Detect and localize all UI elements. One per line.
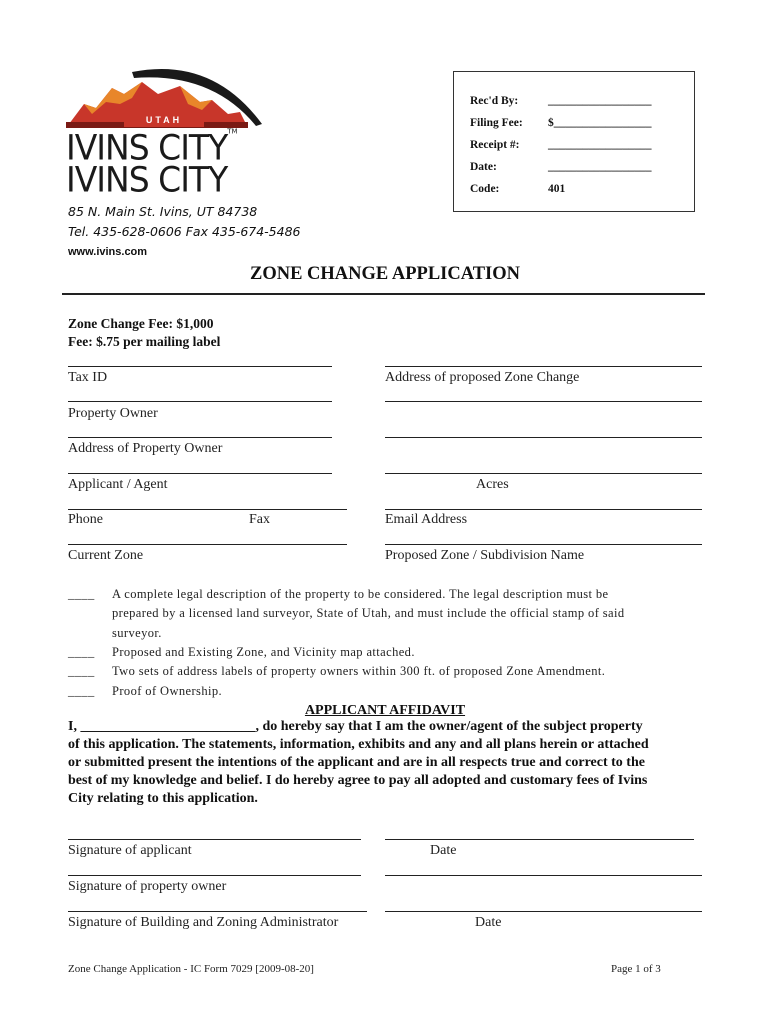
address-owner-line[interactable] bbox=[68, 437, 332, 438]
proposed-zone-line[interactable] bbox=[385, 544, 702, 545]
applicant-signature-line[interactable] bbox=[68, 839, 361, 840]
acres-line[interactable] bbox=[385, 473, 702, 474]
city-address: 85 N. Main St. Ivins, UT 84738 bbox=[68, 204, 258, 219]
title-rule bbox=[62, 293, 705, 295]
acres-label: Acres bbox=[476, 477, 509, 492]
checklist-blank-2[interactable]: ____ bbox=[68, 645, 95, 659]
tax-id-line[interactable] bbox=[68, 366, 332, 367]
owner-signature-line[interactable] bbox=[68, 875, 361, 876]
phone-label: Phone bbox=[68, 512, 103, 527]
email-line[interactable] bbox=[385, 509, 702, 510]
admin-signature-line[interactable] bbox=[68, 911, 367, 912]
email-label: Email Address bbox=[385, 512, 468, 527]
fax-label: Fax bbox=[249, 512, 270, 527]
logo-state: UTAH bbox=[145, 115, 183, 125]
address-proposed-line[interactable] bbox=[385, 366, 702, 367]
filing-fee-value: $_________________ bbox=[548, 117, 652, 129]
city-name-primary: IVINS CITY™ bbox=[66, 127, 238, 168]
property-owner-line[interactable] bbox=[68, 401, 332, 402]
proposed-zone-label: Proposed Zone / Subdivision Name bbox=[385, 548, 585, 563]
footer-page-number: Page 1 of 3 bbox=[611, 963, 661, 975]
code-value: 401 bbox=[548, 183, 566, 195]
recd-by-value: __________________ bbox=[548, 95, 652, 107]
page-title: ZONE CHANGE APPLICATION bbox=[250, 264, 520, 284]
affidavit-line-2: of this application. The statements, information, exhibits and any and all plans herein or attached bbox=[68, 737, 649, 752]
checklist-blank-1[interactable]: ____ bbox=[68, 587, 95, 601]
affidavit-line-4: best of my knowledge and belief. I do hereby agree to pay all adopted and customary fees of Ivins bbox=[68, 773, 648, 788]
recd-by-label: Rec'd By: bbox=[470, 95, 519, 107]
current-zone-line[interactable] bbox=[68, 544, 347, 545]
city-website: www.ivins.com bbox=[68, 246, 148, 258]
owner-date-line[interactable] bbox=[385, 875, 702, 876]
mailing-label-fee: Fee: $.75 per mailing label bbox=[68, 334, 221, 349]
property-owner-label: Property Owner bbox=[68, 406, 158, 421]
checklist-blank-3[interactable]: ____ bbox=[68, 664, 95, 678]
applicant-agent-label: Applicant / Agent bbox=[68, 477, 168, 492]
footer-form-id: Zone Change Application - IC Form 7029 [2009-08-20] bbox=[68, 963, 314, 975]
city-phones: Tel. 435-628-0606 Fax 435-674-5486 bbox=[68, 224, 301, 239]
affidavit-text bbox=[68, 718, 708, 808]
checklist-item-zone-map: Proposed and Existing Zone, and Vicinity map attached. bbox=[112, 645, 415, 659]
address-proposed-label: Address of proposed Zone Change bbox=[385, 370, 580, 385]
phone-fax-line[interactable] bbox=[68, 509, 347, 510]
receipt-value: __________________ bbox=[548, 139, 652, 151]
zone-change-fee: Zone Change Fee: $1,000 bbox=[68, 316, 214, 331]
admin-signature-label: Signature of Building and Zoning Administrator bbox=[68, 915, 339, 930]
checklist-item-address-labels: Two sets of address labels of property owners within 300 ft. of proposed Zone Amendment. bbox=[112, 664, 606, 678]
current-zone-label: Current Zone bbox=[68, 548, 144, 563]
date-line-2[interactable] bbox=[385, 911, 702, 912]
checklist-blank-4[interactable]: ____ bbox=[68, 684, 95, 698]
date-line-1[interactable] bbox=[385, 839, 694, 840]
city-name-secondary: IVINS CITY bbox=[66, 159, 228, 200]
applicant-agent-line[interactable] bbox=[68, 473, 332, 474]
receipt-label: Receipt #: bbox=[470, 139, 520, 151]
address-proposed-line-2[interactable] bbox=[385, 401, 702, 402]
applicant-signature-label: Signature of applicant bbox=[68, 843, 192, 858]
checklist-item-proof-ownership: Proof of Ownership. bbox=[112, 684, 223, 698]
checklist-item-legal-description-2: prepared by a licensed land surveyor, State of Utah, and must include the official stamp of said bbox=[112, 606, 625, 620]
address-proposed-line-3[interactable] bbox=[385, 437, 702, 438]
date-label-2: Date bbox=[475, 915, 502, 930]
affidavit-title: APPLICANT AFFIDAVIT bbox=[304, 703, 466, 718]
office-use-box bbox=[453, 71, 695, 212]
code-label: Code: bbox=[470, 183, 500, 195]
date-label: Date: bbox=[470, 161, 497, 173]
owner-signature-label: Signature of property owner bbox=[68, 879, 227, 894]
tax-id-label: Tax ID bbox=[68, 370, 108, 385]
affidavit-line-1: I, _________________________, do hereby say that I am the owner/agent of the subject property bbox=[68, 719, 643, 734]
date-label-1: Date bbox=[430, 843, 457, 858]
filing-fee-label: Filing Fee: bbox=[470, 117, 523, 129]
affidavit-line-5: City relating to this application. bbox=[68, 791, 258, 806]
affidavit-line-3: or submitted present the intentions of the applicant and are in all respects true and correct to the bbox=[68, 755, 645, 770]
address-owner-label: Address of Property Owner bbox=[68, 441, 223, 456]
checklist-item-legal-description: A complete legal description of the property to be considered. The legal description must be bbox=[112, 587, 609, 601]
checklist-item-legal-description-3: surveyor. bbox=[112, 626, 162, 640]
date-value: __________________ bbox=[548, 161, 652, 173]
